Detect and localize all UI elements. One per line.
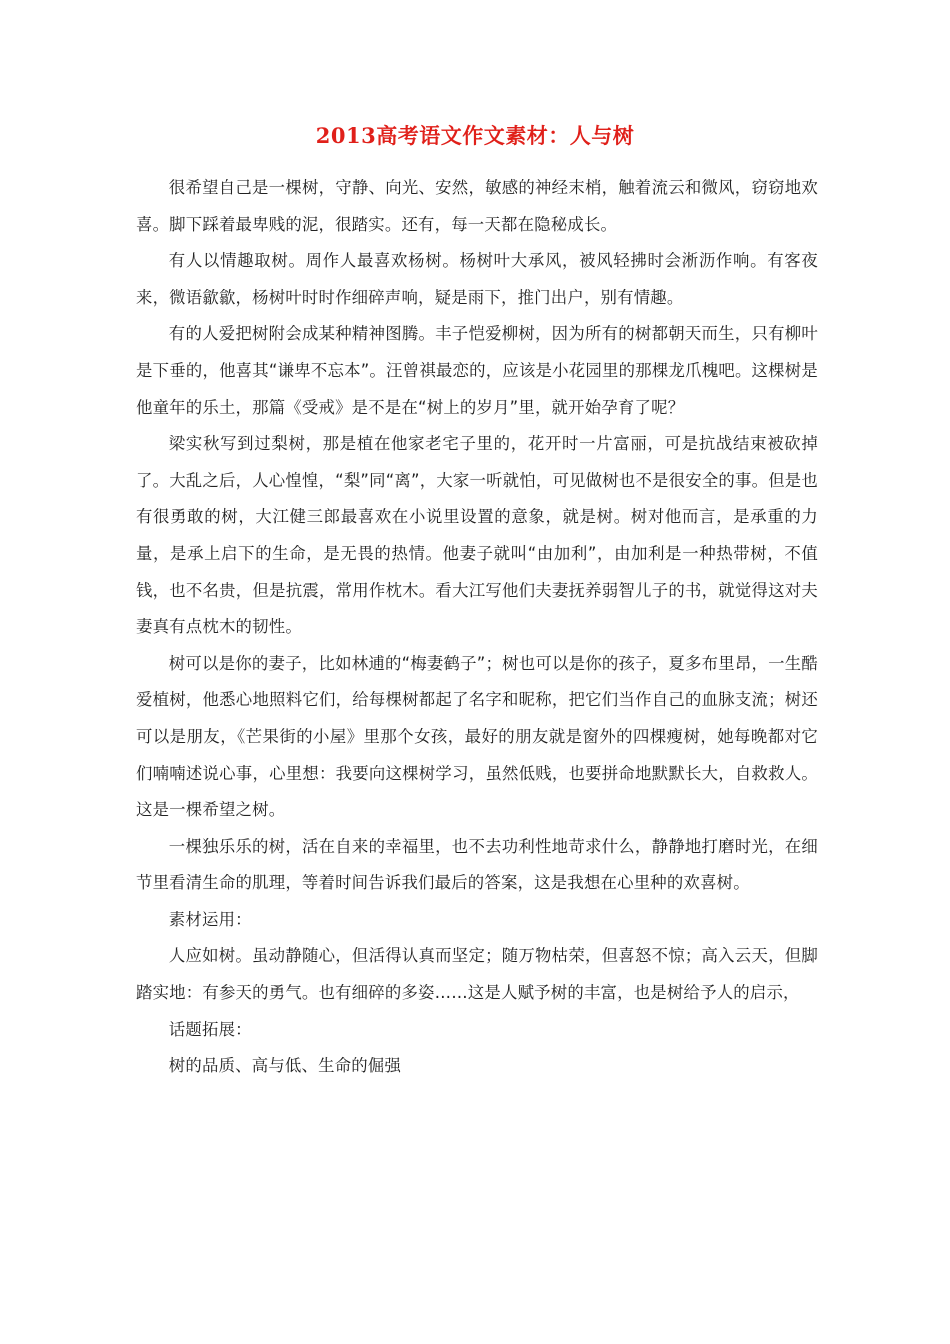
section-label-material-usage: 素材运用：	[168, 909, 252, 929]
paragraph-topics: 树的品质、高与低、生命的倔强	[168, 1056, 402, 1076]
paragraph-1: 很希望自己是一棵树，守静、向光、安然，敏感的神经末梢，触着流云和微风，窃窃地欢喜。脚下踩着最卑贱的泥，很踏实。还有，每一天都在隐秘成长。	[136, 178, 818, 234]
paragraph-usage: 人应如树。虽动静随心，但活得认真而坚定；随万物枯荣，但喜怒不惊；高入云天，但脚踏实地：有参天的勇气。也有细碎的多姿……这是人赋予树的丰富，也是树给予人的启示，	[136, 946, 818, 1003]
paragraph-6: 一棵独乐乐的树，活在自来的幸福里，也不去功利性地苛求什么，静静地打磨时光，在细节里看清生命的肌理，等着时间告诉我们最后的答案，这是我想在心里种的欢喜树。	[136, 836, 818, 893]
document-body	[136, 170, 818, 1085]
paragraph-5: 树可以是你的妻子，比如林逋的“梅妻鹤子”；树也可以是你的孩子，夏多布里昂，一生酷爱植树，他悉心地照料它们，给每棵树都起了名字和昵称，把它们当作自己的血脉支流；树还可以是朋友，《芒果街的小屋》里那个女孩，最好的朋友就是窗外的四棵瘦树，她每晚都对它们喃喃述说心事，心里想：我要向这棵树学习，虽然低贱，也要拼命地默默长大，自救救人。这是一棵希望之树。	[136, 653, 818, 820]
paragraph-3: 有的人爱把树附会成某种精神图腾。丰子恺爱柳树，因为所有的树都朝天而生，只有柳叶是下垂的，他喜其“谦卑不忘本”。汪曾祺最恋的，应该是小花园里的那棵龙爪槐吧。这棵树是他童年的乐土，那篇《受戒》是不是在“树上的岁月”里，就开始孕育了呢？	[136, 324, 818, 417]
section-label-topic-expansion: 话题拓展：	[168, 1019, 252, 1039]
paragraph-4: 梁实秋写到过梨树，那是植在他家老宅子里的，花开时一片富丽，可是抗战结束被砍掉了。大乱之后，人心惶惶，“梨”同“离”，大家一听就怕，可见做树也不是很安全的事。但是也有很勇敢的树，大江健三郎最喜欢在小说里设置的意象，就是树。树对他而言，是承重的力量，是承上启下的生命，是无畏的热情。他妻子就叫“由加利”，由加利是一种热带树，不值钱，也不名贵，但是抗震，常用作枕木。看大江写他们夫妻抚养弱智儿子的书，就觉得这对夫妻真有点枕木的韧性。	[136, 434, 818, 637]
paragraph-2: 有人以情趣取树。周作人最喜欢杨树。杨树叶大承风，被风轻拂时会淅沥作响。有客夜来，微语歙歙，杨树叶时时作细碎声响，疑是雨下，推门出户，别有情趣。	[136, 251, 818, 307]
document-title: 2013高考语文作文素材：人与树	[315, 123, 635, 148]
